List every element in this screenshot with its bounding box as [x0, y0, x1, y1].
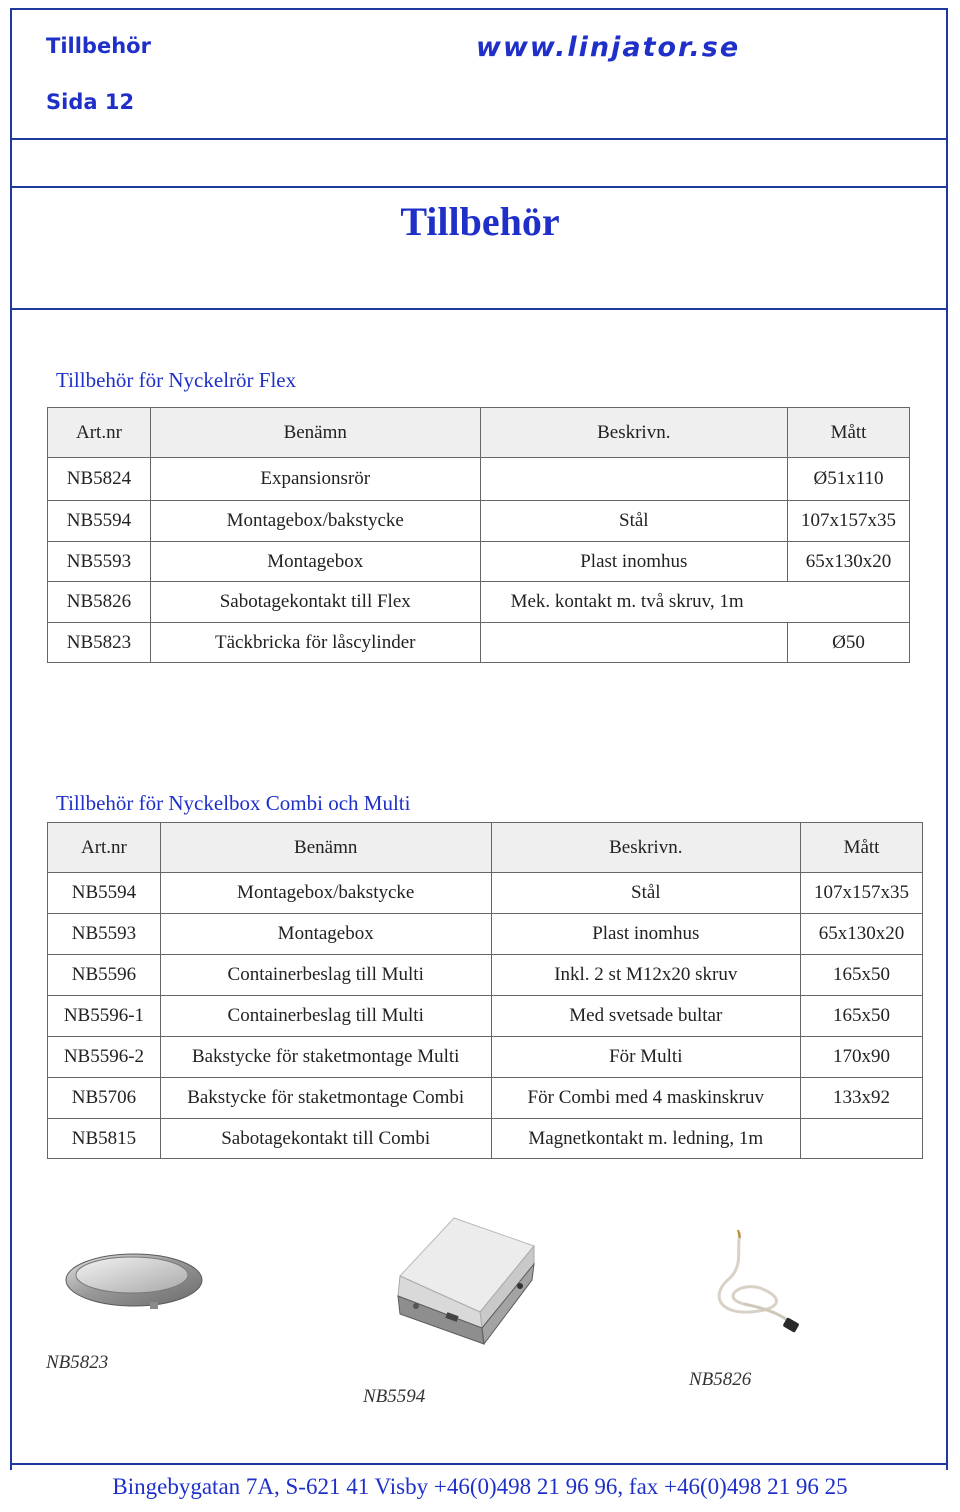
cell-artnr: NB5815	[48, 1119, 161, 1159]
table-row	[48, 1119, 923, 1159]
cell-name: Expansionsrör	[150, 458, 480, 501]
frame-top-border	[10, 8, 948, 10]
frame-divider-title-bottom	[10, 308, 948, 310]
column-header-name: Benämn	[160, 823, 491, 873]
cell-description: Inkl. 2 st M12x20 skruv	[491, 955, 801, 996]
cell-description: Mek. kontakt m. två skruv, 1m	[480, 582, 909, 623]
cover-plate-photo	[62, 1244, 208, 1312]
cell-dimensions: Ø50	[788, 623, 910, 663]
frame-divider-title-top	[10, 186, 948, 188]
table-row	[48, 542, 910, 582]
cell-dimensions: 170x90	[801, 1037, 923, 1078]
cell-name: Montagebox/bakstycke	[150, 501, 480, 542]
cell-dimensions: Ø51x110	[788, 458, 910, 501]
cell-dimensions: 133x92	[801, 1078, 923, 1119]
cell-artnr: NB5596-2	[48, 1037, 161, 1078]
page-title: Tillbehör	[400, 199, 560, 244]
mounting-box-photo	[394, 1216, 542, 1346]
cell-description: Plast inomhus	[491, 914, 801, 955]
cell-artnr: NB5706	[48, 1078, 161, 1119]
cell-dimensions	[801, 1119, 923, 1159]
photo-caption-nb5823: NB5823	[46, 1352, 109, 1373]
table-header-row	[48, 408, 910, 458]
table-row	[48, 873, 923, 914]
cell-description: Stål	[480, 501, 787, 542]
cell-name: Sabotagekontakt till Flex	[150, 582, 480, 623]
cell-description: För Combi med 4 maskinskruv	[491, 1078, 801, 1119]
cell-name: Sabotagekontakt till Combi	[160, 1119, 491, 1159]
cell-name: Bakstycke för staketmontage Combi	[160, 1078, 491, 1119]
table-header-row	[48, 823, 923, 873]
cell-artnr: NB5823	[48, 623, 151, 663]
header-section-label: Tillbehör	[46, 34, 151, 58]
cell-artnr: NB5593	[48, 914, 161, 955]
table2-title: Tillbehör för Nyckelbox Combi och Multi	[56, 791, 411, 815]
cell-dimensions: 107x157x35	[801, 873, 923, 914]
cell-description: Plast inomhus	[480, 542, 787, 582]
cell-artnr: NB5596	[48, 955, 161, 996]
cell-description	[480, 458, 787, 501]
column-header-description: Beskrivn.	[491, 823, 801, 873]
cell-description	[480, 623, 787, 663]
cell-name: Containerbeslag till Multi	[160, 996, 491, 1037]
cell-description: Med svetsade bultar	[491, 996, 801, 1037]
cell-name: Containerbeslag till Multi	[160, 955, 491, 996]
table-flex-accessories	[47, 407, 910, 663]
cell-description: För Multi	[491, 1037, 801, 1078]
cell-dimensions: 65x130x20	[801, 914, 923, 955]
cell-name: Täckbricka för låscylinder	[150, 623, 480, 663]
frame-divider-header	[10, 138, 948, 140]
cell-dimensions: 165x50	[801, 955, 923, 996]
column-header-artnr: Art.nr	[48, 408, 151, 458]
column-header-description: Beskrivn.	[480, 408, 787, 458]
cell-artnr: NB5826	[48, 582, 151, 623]
table-row	[48, 996, 923, 1037]
cell-artnr: NB5593	[48, 542, 151, 582]
table-row	[48, 1037, 923, 1078]
cell-name: Montagebox	[150, 542, 480, 582]
cell-description: Magnetkontakt m. ledning, 1m	[491, 1119, 801, 1159]
cell-name: Bakstycke för staketmontage Multi	[160, 1037, 491, 1078]
cell-artnr: NB5596-1	[48, 996, 161, 1037]
column-header-dimensions: Mått	[788, 408, 910, 458]
cell-artnr: NB5594	[48, 873, 161, 914]
cell-dimensions: 165x50	[801, 996, 923, 1037]
photo-caption-nb5826: NB5826	[689, 1369, 752, 1390]
cell-dimensions: 65x130x20	[788, 542, 910, 582]
photo-caption-nb5594: NB5594	[363, 1386, 426, 1407]
cell-dimensions: 107x157x35	[788, 501, 910, 542]
table-row	[48, 914, 923, 955]
header-page-number: Sida 12	[46, 90, 135, 114]
cell-description: Stål	[491, 873, 801, 914]
table-combi-multi-accessories	[47, 822, 923, 1159]
column-header-dimensions: Mått	[801, 823, 923, 873]
table-row	[48, 1078, 923, 1119]
cell-name: Montagebox/bakstycke	[160, 873, 491, 914]
cell-name: Montagebox	[160, 914, 491, 955]
table-row	[48, 582, 910, 623]
table-row	[48, 458, 910, 501]
table-row	[48, 501, 910, 542]
column-header-artnr: Art.nr	[48, 823, 161, 873]
footer-contact-info: Bingebygatan 7A, S-621 41 Visby +46(0)498 21 96 96, fax +46(0)498 21 96 25	[112, 1474, 848, 1499]
cell-artnr: NB5824	[48, 458, 151, 501]
table1-title: Tillbehör för Nyckelrör Flex	[56, 368, 297, 392]
table-row	[48, 623, 910, 663]
header-website-link[interactable]: www.linjator.se	[476, 32, 741, 63]
cell-artnr: NB5594	[48, 501, 151, 542]
frame-divider-footer	[10, 1463, 948, 1465]
column-header-name: Benämn	[150, 408, 480, 458]
tamper-switch-photo	[700, 1228, 806, 1338]
table-row	[48, 955, 923, 996]
